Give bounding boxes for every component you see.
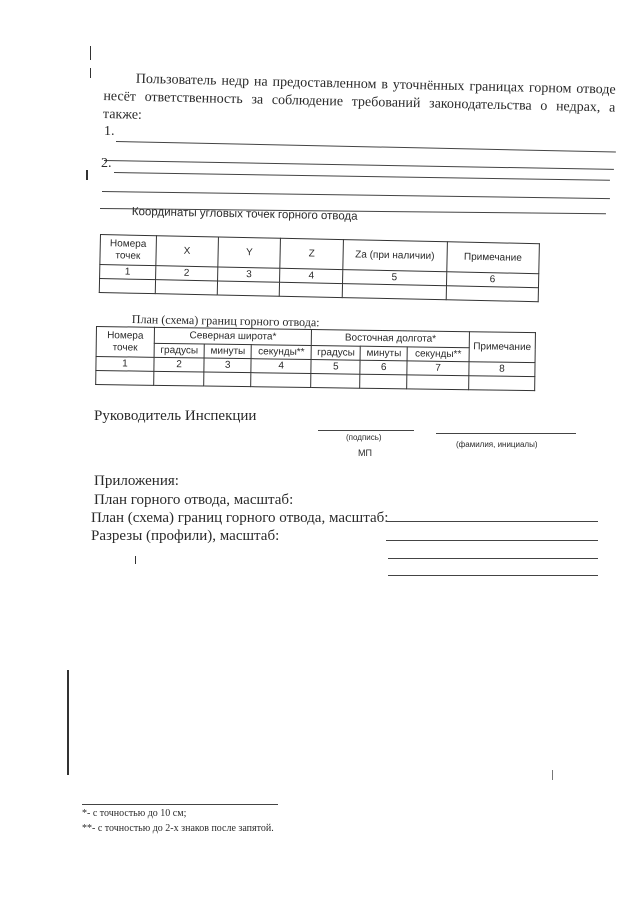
number-cell: 5 <box>342 270 446 286</box>
scan-mark <box>90 46 91 60</box>
subheader-cell: секунды** <box>407 347 469 362</box>
appendix-line-2: План (схема) границ горного отвода, масштаб: <box>91 510 389 526</box>
head-of-inspection: Руководитель Инспекции <box>94 408 257 424</box>
signature-caption: (подпись) <box>346 433 382 442</box>
subheader-cell: минуты <box>360 346 407 361</box>
empty-cell <box>311 374 360 389</box>
appendix-fill-line <box>388 575 598 576</box>
empty-cell <box>446 286 539 302</box>
appendix-title: Приложения: <box>94 473 179 489</box>
empty-cell <box>96 371 154 386</box>
header-cell: Za (при наличии) <box>343 240 447 272</box>
number-cell: 6 <box>446 272 539 288</box>
number-cell: 3 <box>218 267 281 282</box>
coords-table-title: Координаты угловых точек горного отвода <box>131 206 358 223</box>
number-cell: 3 <box>204 358 251 373</box>
item-1-line <box>116 141 616 152</box>
number-cell: 2 <box>155 266 218 281</box>
plan-table-title: План (схема) границ горного отвода: <box>131 312 320 330</box>
number-cell: 7 <box>407 361 469 376</box>
number-cell: 6 <box>360 360 407 375</box>
footnote-1: *- с точностью до 10 см; <box>82 808 187 819</box>
intro-text: Пользователь недр на предоставленном в уточнённых границах горном отводе несёт ответственность за соблюдение требований законодательства о недрах, а также: <box>102 71 616 123</box>
scan-mark <box>552 770 553 780</box>
item-1-label: 1. <box>104 124 115 139</box>
header-cell: Северная широта* <box>154 327 312 345</box>
empty-cell <box>155 280 218 295</box>
signature-line <box>318 430 414 431</box>
number-cell: 8 <box>469 362 535 377</box>
empty-cell <box>342 284 446 300</box>
empty-cell <box>99 279 155 294</box>
empty-cell <box>154 371 205 386</box>
header-cell: X <box>156 236 219 267</box>
number-cell: 1 <box>100 265 156 280</box>
number-cell: 4 <box>280 268 343 283</box>
empty-cell <box>251 373 311 388</box>
empty-cell <box>360 374 407 389</box>
header-cell: Номера точек <box>100 235 156 266</box>
intro-paragraph <box>103 70 616 136</box>
item-2-line-2 <box>102 191 610 199</box>
plan-table <box>95 326 536 391</box>
header-cell: Z <box>280 238 343 269</box>
footnote-2: **- с точностью до 2-х знаков после запятой. <box>82 823 274 834</box>
subheader-cell: градусы <box>154 343 205 358</box>
appendix-line-3: Разрезы (профили), масштаб: <box>91 528 280 544</box>
empty-cell <box>407 375 469 390</box>
appendix-fill-line <box>386 521 598 522</box>
header-cell: Y <box>218 237 281 268</box>
item-2-line <box>114 172 610 181</box>
name-line <box>436 433 576 434</box>
empty-cell <box>469 376 535 391</box>
subheader-cell: минуты <box>204 344 251 359</box>
empty-cell <box>280 282 343 297</box>
header-cell: Примечание <box>469 332 535 363</box>
appendix-fill-line <box>386 540 598 541</box>
number-cell: 4 <box>251 359 311 374</box>
name-caption: (фамилия, инициалы) <box>456 440 538 449</box>
number-cell: 1 <box>96 357 154 372</box>
scan-edge-line <box>67 670 69 775</box>
subheader-cell: секунды** <box>251 345 311 360</box>
number-cell: 5 <box>311 360 360 375</box>
scan-mark <box>90 68 91 78</box>
item-2-label: 2. <box>101 156 112 171</box>
item-1-line-2 <box>104 160 614 170</box>
empty-cell <box>217 281 280 296</box>
scan-mark <box>135 556 136 564</box>
stamp-label: МП <box>358 448 372 458</box>
subheader-cell: градусы <box>311 346 360 361</box>
header-cell: Примечание <box>446 242 539 274</box>
coords-table <box>99 234 540 302</box>
scan-mark <box>86 170 88 180</box>
appendix-line-1: План горного отвода, масштаб: <box>94 492 294 508</box>
header-cell: Восточная долгота* <box>312 330 470 348</box>
empty-cell <box>204 372 251 387</box>
appendix-fill-line <box>388 558 598 559</box>
number-cell: 2 <box>154 357 205 372</box>
footnote-separator <box>82 804 278 805</box>
header-cell: Номера точек <box>96 327 154 358</box>
